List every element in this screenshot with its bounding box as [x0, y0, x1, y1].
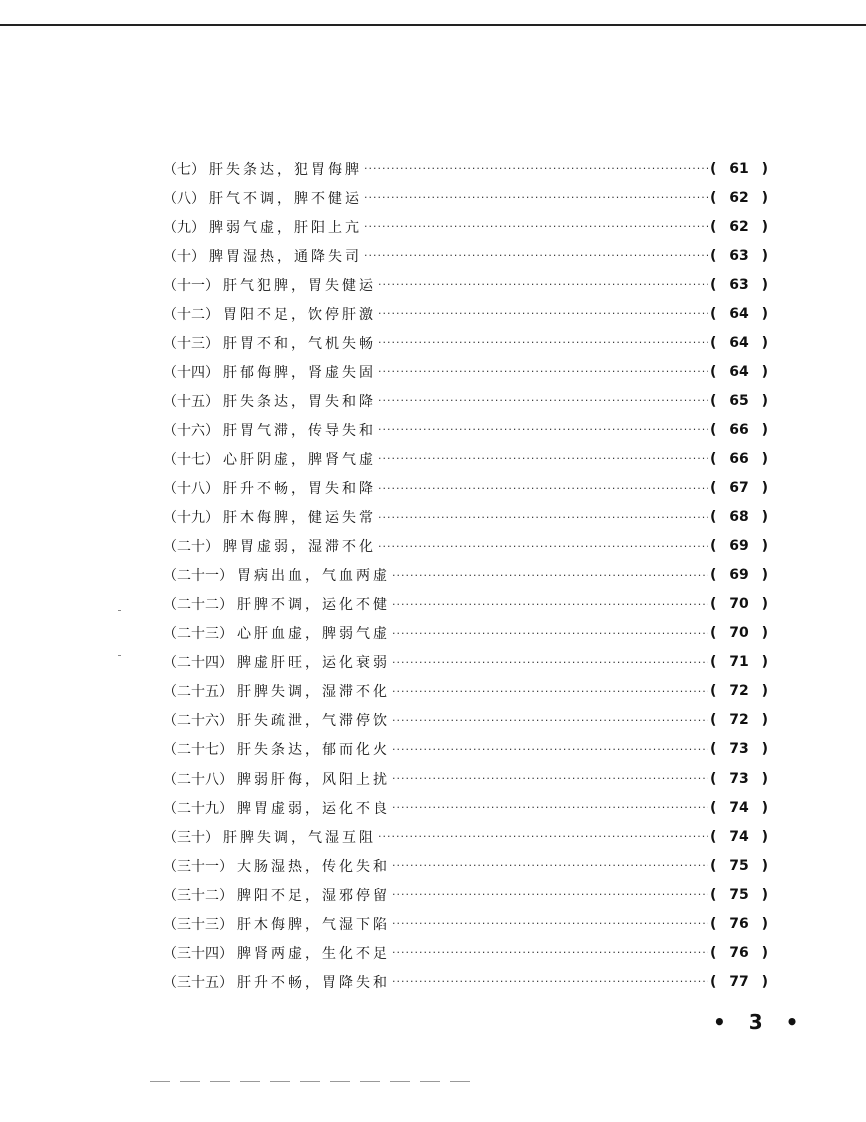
entry-page-number: 68 [729, 509, 749, 526]
entry-title: 脾虚肝旺，运化衰弱 [237, 655, 390, 672]
toc-entry [163, 503, 768, 532]
entry-title: 肝气犯脾，胃失健运 [223, 277, 376, 294]
entry-page-number: 73 [729, 770, 749, 787]
toc-entry [163, 880, 768, 909]
entry-title: 胃病出血，气血两虚 [237, 568, 390, 585]
toc-entry [163, 532, 768, 561]
top-rule [0, 24, 866, 26]
leader-dots [378, 394, 708, 407]
leader-dots [364, 220, 708, 233]
table-of-contents [163, 154, 768, 996]
entry-number: （十五） [163, 393, 219, 410]
entry-page-number: 76 [729, 944, 749, 961]
entry-number: （三十三） [163, 916, 233, 933]
entry-title: 肝木侮脾，气湿下陷 [237, 916, 390, 933]
entry-number: （十四） [163, 364, 219, 381]
entry-page: ( 73 ) [710, 770, 768, 787]
entry-number: （二十七） [163, 742, 233, 759]
entry-number: （二十） [163, 539, 219, 556]
entry-page-number: 72 [729, 683, 749, 700]
entry-number: （九） [163, 219, 205, 236]
entry-number: （二十一） [163, 568, 233, 585]
entry-page-number: 74 [729, 828, 749, 845]
entry-title: 肝木侮脾，健运失常 [223, 510, 376, 527]
entry-number: （八） [163, 190, 205, 207]
entry-title: 心肝阴虚，脾肾气虚 [223, 451, 376, 468]
toc-entry [163, 706, 768, 735]
entry-title: 脾弱肝侮，风阳上扰 [237, 771, 390, 788]
entry-title: 肝失条达，胃失和降 [223, 393, 376, 410]
leader-dots [392, 598, 708, 611]
entry-title: 肝郁侮脾，肾虚失固 [223, 364, 376, 381]
toc-entry [163, 967, 768, 996]
toc-entry [163, 386, 768, 415]
entry-title: 心肝血虚，脾弱气虚 [237, 626, 390, 643]
entry-page: ( 74 ) [710, 799, 768, 816]
leader-dots [378, 540, 708, 553]
entry-page: ( 64 ) [710, 305, 768, 322]
entry-page: ( 67 ) [710, 480, 768, 497]
entry-page: ( 64 ) [710, 334, 768, 351]
entry-page-number: 76 [729, 915, 749, 932]
entry-title: 肝失疏泄，气滞停饮 [237, 713, 390, 730]
entry-page-number: 62 [729, 189, 749, 206]
leader-dots [378, 511, 708, 524]
entry-page-number: 63 [729, 276, 749, 293]
entry-page-number: 70 [729, 596, 749, 613]
entry-page: ( 70 ) [710, 625, 768, 642]
entry-page-number: 64 [729, 363, 749, 380]
entry-page-number: 64 [729, 334, 749, 351]
leader-dots [392, 946, 708, 959]
entry-title: 肝升不畅，胃失和降 [223, 481, 376, 498]
entry-page-number: 61 [729, 160, 749, 177]
toc-entry [163, 590, 768, 619]
leader-dots [392, 975, 708, 988]
entry-page: ( 62 ) [710, 218, 768, 235]
entry-number: （二十三） [163, 626, 233, 643]
leader-dots [364, 162, 708, 175]
entry-number: （三十四） [163, 945, 233, 962]
entry-number: （二十八） [163, 771, 233, 788]
entry-page: ( 62 ) [710, 189, 768, 206]
entry-page-number: 65 [729, 392, 749, 409]
entry-title: 脾阳不足，湿邪停留 [237, 887, 390, 904]
entry-number: （十九） [163, 510, 219, 527]
entry-title: 肝气不调，脾不健运 [209, 190, 362, 207]
entry-number: （十一） [163, 277, 219, 294]
leader-dots [392, 714, 708, 727]
toc-entry [163, 909, 768, 938]
entry-number: （十三） [163, 335, 219, 352]
leader-dots [392, 743, 708, 756]
toc-entry [163, 474, 768, 503]
toc-entry [163, 822, 768, 851]
leader-dots [392, 569, 708, 582]
leader-dots [378, 278, 708, 291]
entry-title: 肝胃不和，气机失畅 [223, 335, 376, 352]
leader-dots [392, 656, 708, 669]
toc-entry [163, 357, 768, 386]
entry-title: 脾胃虚弱，运化不良 [237, 800, 390, 817]
entry-title: 肝脾失调，湿滞不化 [237, 684, 390, 701]
entry-title: 脾弱气虚，肝阳上亢 [209, 219, 362, 236]
entry-number: （二十四） [163, 655, 233, 672]
entry-page: ( 69 ) [710, 567, 768, 584]
entry-page: ( 72 ) [710, 712, 768, 729]
entry-number: （二十九） [163, 800, 233, 817]
entry-page: ( 76 ) [710, 915, 768, 932]
toc-entry [163, 619, 768, 648]
entry-number: （三十五） [163, 974, 233, 991]
toc-entry [163, 793, 768, 822]
entry-page-number: 69 [729, 538, 749, 555]
entry-page: ( 77 ) [710, 973, 768, 990]
entry-page: ( 71 ) [710, 654, 768, 671]
entry-page-number: 67 [729, 480, 749, 497]
entry-title: 肝脾失调，气湿互阻 [223, 829, 376, 846]
leader-dots [378, 307, 708, 320]
entry-page: ( 69 ) [710, 538, 768, 555]
entry-page: ( 63 ) [710, 276, 768, 293]
leader-dots [392, 772, 708, 785]
leader-dots [378, 452, 708, 465]
entry-page-number: 75 [729, 886, 749, 903]
leader-dots [392, 888, 708, 901]
leader-dots [392, 917, 708, 930]
entry-number: （十八） [163, 481, 219, 498]
scan-mark [118, 610, 121, 611]
entry-number: （二十二） [163, 597, 233, 614]
toc-entry [163, 764, 768, 793]
entry-title: 脾肾两虚，生化不足 [237, 945, 390, 962]
toc-entry [163, 938, 768, 967]
scan-mark [118, 655, 121, 656]
entry-number: （二十五） [163, 684, 233, 701]
leader-dots [378, 423, 708, 436]
entry-page: ( 76 ) [710, 944, 768, 961]
entry-page-number: 64 [729, 305, 749, 322]
entry-page-number: 75 [729, 857, 749, 874]
entry-page-number: 74 [729, 799, 749, 816]
leader-dots [378, 336, 708, 349]
toc-entry [163, 328, 768, 357]
entry-number: （七） [163, 161, 205, 178]
entry-number: （十六） [163, 422, 219, 439]
toc-entry [163, 561, 768, 590]
entry-page-number: 66 [729, 450, 749, 467]
entry-page-number: 72 [729, 712, 749, 729]
leader-dots [378, 830, 708, 843]
entry-page: ( 74 ) [710, 828, 768, 845]
entry-page-number: 73 [729, 741, 749, 758]
leader-dots [392, 801, 708, 814]
toc-entry [163, 241, 768, 270]
entry-title: 肝胃气滞，传导失和 [223, 422, 376, 439]
toc-entry [163, 648, 768, 677]
entry-page: ( 75 ) [710, 857, 768, 874]
leader-dots [392, 859, 708, 872]
entry-title: 肝脾不调，运化不健 [237, 597, 390, 614]
entry-page: ( 68 ) [710, 509, 768, 526]
entry-page: ( 61 ) [710, 160, 768, 177]
entry-number: （三十一） [163, 858, 233, 875]
leader-dots [378, 482, 708, 495]
toc-entry [163, 735, 768, 764]
entry-number: （十七） [163, 451, 219, 468]
toc-entry [163, 299, 768, 328]
entry-page: ( 75 ) [710, 886, 768, 903]
entry-page-number: 77 [729, 973, 749, 990]
toc-entry [163, 183, 768, 212]
scan-mark [150, 1081, 480, 1082]
entry-title: 肝失条达，郁而化火 [237, 742, 390, 759]
entry-title: 脾胃虚弱，湿滞不化 [223, 539, 376, 556]
entry-title: 大肠湿热，传化失和 [237, 858, 390, 875]
toc-entry [163, 212, 768, 241]
entry-page: ( 63 ) [710, 247, 768, 264]
entry-number: （二十六） [163, 713, 233, 730]
entry-page-number: 62 [729, 218, 749, 235]
entry-number: （三十） [163, 829, 219, 846]
leader-dots [364, 249, 708, 262]
entry-page: ( 64 ) [710, 363, 768, 380]
toc-entry [163, 851, 768, 880]
entry-title: 脾胃湿热，通降失司 [209, 248, 362, 265]
entry-page: ( 70 ) [710, 596, 768, 613]
entry-number: （十二） [163, 306, 219, 323]
entry-page-number: 63 [729, 247, 749, 264]
entry-page-number: 66 [729, 421, 749, 438]
leader-dots [378, 365, 708, 378]
entry-page-number: 69 [729, 567, 749, 584]
entry-title: 肝升不畅，胃降失和 [237, 974, 390, 991]
entry-number: （十） [163, 248, 205, 265]
entry-page: ( 66 ) [710, 450, 768, 467]
toc-entry [163, 270, 768, 299]
toc-entry [163, 415, 768, 444]
entry-page: ( 65 ) [710, 392, 768, 409]
leader-dots [364, 191, 708, 204]
entry-title: 肝失条达，犯胃侮脾 [209, 161, 362, 178]
entry-page-number: 70 [729, 625, 749, 642]
leader-dots [392, 627, 708, 640]
entry-page: ( 66 ) [710, 421, 768, 438]
toc-entry [163, 444, 768, 473]
entry-page: ( 72 ) [710, 683, 768, 700]
entry-page-number: 71 [729, 654, 749, 671]
toc-entry [163, 677, 768, 706]
leader-dots [392, 685, 708, 698]
toc-entry [163, 154, 768, 183]
entry-title: 胃阳不足，饮停肝激 [223, 306, 376, 323]
entry-page: ( 73 ) [710, 741, 768, 758]
entry-number: （三十二） [163, 887, 233, 904]
page-number: • 3 • [713, 1010, 807, 1034]
